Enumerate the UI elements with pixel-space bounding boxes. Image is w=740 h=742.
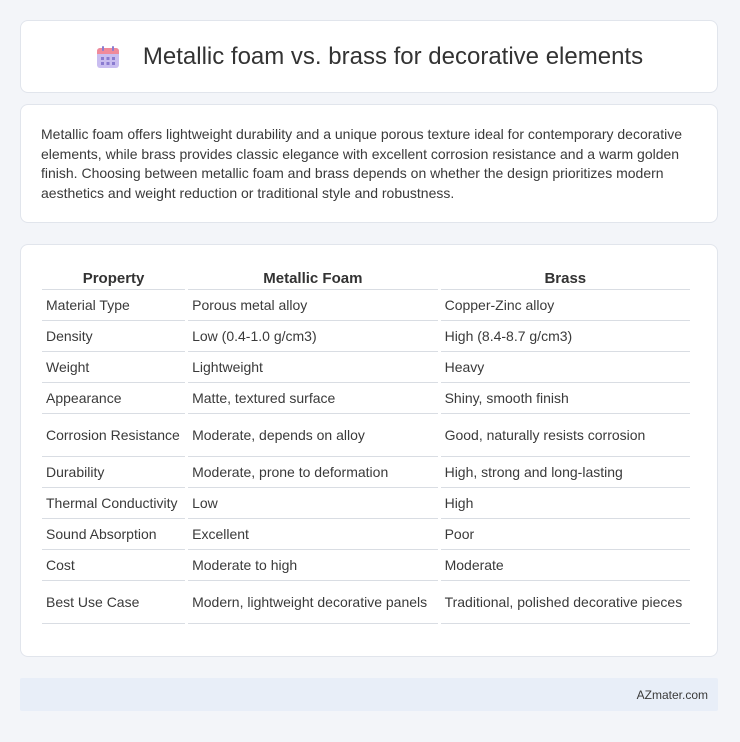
column-header-metallic-foam: Metallic Foam xyxy=(188,267,437,290)
table-cell: Porous metal alloy xyxy=(188,290,437,321)
table-cell: Thermal Conductivity xyxy=(42,488,185,519)
column-header-property: Property xyxy=(42,267,185,290)
table-row xyxy=(42,321,690,352)
table-cell: High, strong and long-lasting xyxy=(441,457,690,488)
table-row xyxy=(42,519,690,550)
table-cell: Appearance xyxy=(42,383,185,414)
table-cell: High (8.4-8.7 g/cm3) xyxy=(441,321,690,352)
table-cell: Copper-Zinc alloy xyxy=(441,290,690,321)
table-row xyxy=(42,290,690,321)
comparison-table xyxy=(39,267,693,624)
page-title: Metallic foam vs. brass for decorative elements xyxy=(142,42,644,70)
table-cell: Durability xyxy=(42,457,185,488)
table-row xyxy=(42,457,690,488)
table-cell: Moderate, prone to deformation xyxy=(188,457,437,488)
table-cell: Modern, lightweight decorative panels xyxy=(188,581,437,624)
table-cell: Density xyxy=(42,321,185,352)
table-cell: Low (0.4-1.0 g/cm3) xyxy=(188,321,437,352)
table-cell: Good, naturally resists corrosion xyxy=(441,414,690,457)
table-cell: Sound Absorption xyxy=(42,519,185,550)
table-cell: Weight xyxy=(42,352,185,383)
calendar-icon xyxy=(95,44,121,70)
table-cell: Cost xyxy=(42,550,185,581)
table-cell: Material Type xyxy=(42,290,185,321)
table-cell: Matte, textured surface xyxy=(188,383,437,414)
table-cell: Shiny, smooth finish xyxy=(441,383,690,414)
table-cell: Moderate xyxy=(441,550,690,581)
table-cell: Low xyxy=(188,488,437,519)
table-row xyxy=(42,352,690,383)
table-cell: Moderate to high xyxy=(188,550,437,581)
table-cell: Poor xyxy=(441,519,690,550)
table-cell: Excellent xyxy=(188,519,437,550)
footer-brand[interactable]: AZmater.com xyxy=(636,687,708,702)
table-row xyxy=(42,550,690,581)
table-cell: High xyxy=(441,488,690,519)
table-cell: Heavy xyxy=(441,352,690,383)
table-cell: Best Use Case xyxy=(42,581,185,624)
table-header-row xyxy=(42,267,690,290)
table-row xyxy=(42,383,690,414)
intro-card xyxy=(20,104,718,223)
column-header-brass: Brass xyxy=(441,267,690,290)
footer-bar xyxy=(20,678,718,711)
table-cell: Moderate, depends on alloy xyxy=(188,414,437,457)
table-row xyxy=(42,414,690,457)
table-row xyxy=(42,488,690,519)
title-card xyxy=(20,20,718,93)
intro-text: Metallic foam offers lightweight durability and a unique porous texture ideal for contemporary decorative elements, while brass provides classic elegance with excellent corrosion resistance and a warm golden finish. Choosing between metallic foam and brass depends on whether the design prioritizes modern aesthetics and weight reduction or traditional style and robustness. xyxy=(41,126,682,201)
table-cell: Lightweight xyxy=(188,352,437,383)
table-row xyxy=(42,581,690,624)
comparison-card xyxy=(20,244,718,657)
table-cell: Traditional, polished decorative pieces xyxy=(441,581,690,624)
table-cell: Corrosion Resistance xyxy=(42,414,185,457)
